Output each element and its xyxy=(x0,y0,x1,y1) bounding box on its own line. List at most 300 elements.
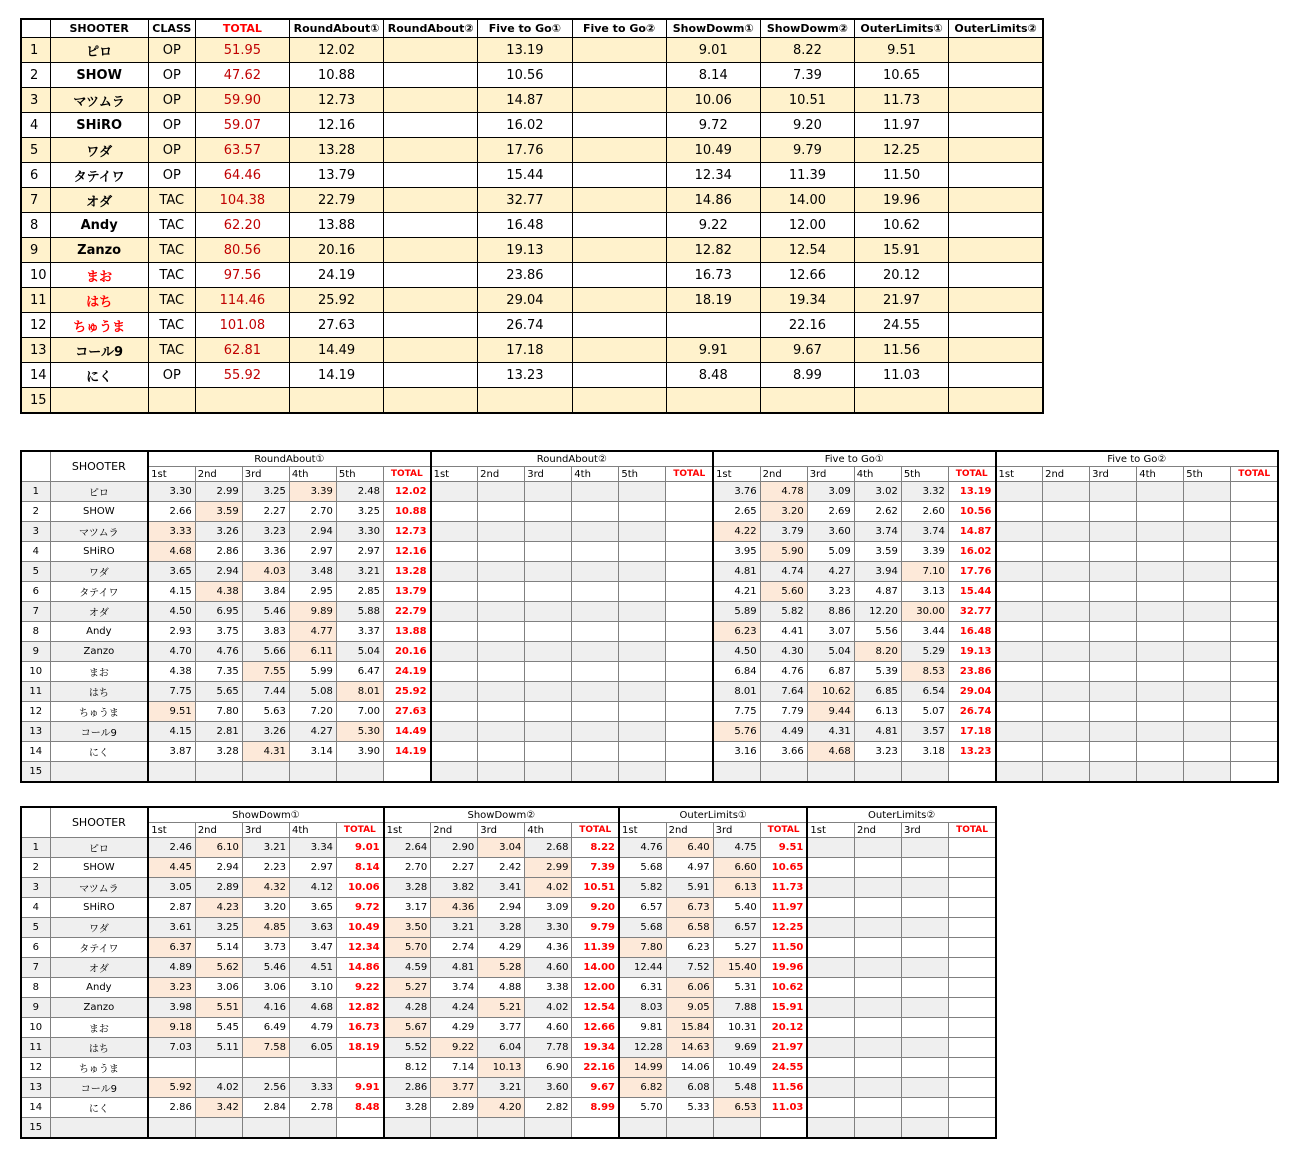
string-column-header: 2nd xyxy=(431,823,478,838)
shooter-class: TAC xyxy=(148,313,195,338)
stage-total xyxy=(666,502,713,522)
string-time: 5.70 xyxy=(619,1098,666,1118)
detail-row xyxy=(21,1118,996,1139)
string-time: 6.06 xyxy=(666,978,713,998)
shooter-name: ピロ xyxy=(50,482,148,502)
string-time xyxy=(1090,682,1137,702)
stage-total xyxy=(1231,522,1278,542)
string-time: 3.77 xyxy=(478,1018,525,1038)
stage-total: 19.96 xyxy=(760,958,807,978)
row-number: 4 xyxy=(21,898,50,918)
string-time: 2.86 xyxy=(384,1078,431,1098)
string-time xyxy=(996,642,1043,662)
string-column-header: 2nd xyxy=(1043,467,1090,482)
string-time: 7.75 xyxy=(713,702,760,722)
string-time xyxy=(1184,502,1231,522)
string-time: 5.91 xyxy=(666,878,713,898)
summary-header-cell: SHOOTER xyxy=(50,19,148,38)
stage-time xyxy=(949,63,1043,88)
shooter-class: OP xyxy=(148,38,195,63)
string-time: 5.08 xyxy=(289,682,336,702)
string-time: 4.21 xyxy=(713,582,760,602)
string-time xyxy=(1090,622,1137,642)
detail-row xyxy=(21,1058,996,1078)
string-time xyxy=(1043,522,1090,542)
string-time xyxy=(902,978,949,998)
stage-group-title: ShowDowm② xyxy=(384,807,619,823)
stage-time: 13.19 xyxy=(478,38,572,63)
stage-time xyxy=(949,213,1043,238)
row-number: 14 xyxy=(21,363,50,388)
row-number: 14 xyxy=(21,1098,50,1118)
string-time: 3.30 xyxy=(148,482,195,502)
string-time: 3.25 xyxy=(195,918,242,938)
shooter-name: コール9 xyxy=(50,338,148,363)
string-time: 6.11 xyxy=(289,642,336,662)
string-time: 4.31 xyxy=(242,742,289,762)
string-time: 3.02 xyxy=(854,482,901,502)
string-column-header: 5th xyxy=(901,467,948,482)
stage-time: 27.63 xyxy=(289,313,383,338)
stage-time xyxy=(384,238,478,263)
string-time xyxy=(996,662,1043,682)
string-time xyxy=(1090,742,1137,762)
string-time xyxy=(478,1118,525,1139)
string-time: 9.81 xyxy=(619,1018,666,1038)
shooter-name: Andy xyxy=(50,622,148,642)
string-time: 2.89 xyxy=(195,878,242,898)
string-column-header: 3rd xyxy=(1090,467,1137,482)
stage-total: 10.51 xyxy=(572,878,619,898)
string-time: 6.23 xyxy=(713,622,760,642)
string-time: 3.57 xyxy=(901,722,948,742)
shooter-name xyxy=(50,388,148,414)
string-time: 3.83 xyxy=(242,622,289,642)
stage-total xyxy=(949,1118,996,1139)
stage-time: 14.86 xyxy=(666,188,760,213)
row-number: 2 xyxy=(21,502,50,522)
string-time: 4.76 xyxy=(195,642,242,662)
string-time: 3.30 xyxy=(525,918,572,938)
string-time xyxy=(1137,522,1184,542)
string-time xyxy=(854,1018,901,1038)
string-time: 7.64 xyxy=(760,682,807,702)
stage-time xyxy=(572,138,666,163)
stage-total xyxy=(666,742,713,762)
stage-time: 9.72 xyxy=(666,113,760,138)
string-time: 4.29 xyxy=(431,1018,478,1038)
string-time: 3.06 xyxy=(195,978,242,998)
detail-row xyxy=(21,958,996,978)
stage-time: 20.16 xyxy=(289,238,383,263)
string-time: 4.45 xyxy=(148,858,195,878)
shooter-name: SHiRO xyxy=(50,542,148,562)
string-time xyxy=(525,562,572,582)
stage-total xyxy=(666,762,713,783)
string-time xyxy=(807,918,854,938)
stage-total: 13.28 xyxy=(383,562,430,582)
stage-time: 14.00 xyxy=(760,188,854,213)
string-time xyxy=(431,642,478,662)
string-time: 3.84 xyxy=(242,582,289,602)
shooter-name: まお xyxy=(50,662,148,682)
string-column-header: 4th xyxy=(854,467,901,482)
stage-total xyxy=(666,642,713,662)
total-column-header: TOTAL xyxy=(949,823,996,838)
stage-total: 12.16 xyxy=(383,542,430,562)
total-time: 104.38 xyxy=(195,188,289,213)
string-time xyxy=(195,762,242,783)
stage-time: 7.39 xyxy=(760,63,854,88)
stage-total xyxy=(949,1098,996,1118)
string-time: 4.02 xyxy=(525,878,572,898)
summary-header-cell: ShowDowm① xyxy=(666,19,760,38)
string-time: 3.23 xyxy=(148,978,195,998)
stage-total xyxy=(666,622,713,642)
stage-total xyxy=(948,762,995,783)
string-time: 3.98 xyxy=(148,998,195,1018)
string-time xyxy=(1184,662,1231,682)
summary-row xyxy=(21,263,1043,288)
stage-time: 12.82 xyxy=(666,238,760,263)
string-column-header: 1st xyxy=(148,467,195,482)
stage-total xyxy=(949,1018,996,1038)
stage-time xyxy=(572,363,666,388)
stage-time xyxy=(384,288,478,313)
string-time: 9.05 xyxy=(666,998,713,1018)
string-time xyxy=(478,702,525,722)
string-column-header: 5th xyxy=(1184,467,1231,482)
string-time: 3.44 xyxy=(901,622,948,642)
string-time xyxy=(619,702,666,722)
stage-total: 24.55 xyxy=(760,1058,807,1078)
string-time xyxy=(902,898,949,918)
string-time xyxy=(619,642,666,662)
stage-total xyxy=(337,1118,384,1139)
stage-time xyxy=(760,388,854,414)
string-time: 6.31 xyxy=(619,978,666,998)
string-time xyxy=(572,542,619,562)
shooter-name: ちゅうま xyxy=(50,702,148,722)
stage-total xyxy=(949,1078,996,1098)
detail-row xyxy=(21,978,996,998)
stage-total: 12.02 xyxy=(383,482,430,502)
stage-total xyxy=(1231,622,1278,642)
stage-total: 15.44 xyxy=(948,582,995,602)
string-time: 4.27 xyxy=(807,562,854,582)
stage-time xyxy=(855,388,949,414)
string-time: 3.65 xyxy=(289,898,336,918)
string-time: 3.65 xyxy=(148,562,195,582)
stage-group-title: Five to Go① xyxy=(713,451,995,467)
string-time: 2.46 xyxy=(148,838,195,858)
string-time: 4.81 xyxy=(431,958,478,978)
stage-total: 11.73 xyxy=(760,878,807,898)
header-blank xyxy=(21,19,50,38)
string-time xyxy=(619,602,666,622)
string-time xyxy=(525,602,572,622)
string-time xyxy=(854,958,901,978)
string-time xyxy=(478,622,525,642)
string-column-header: 1st xyxy=(713,467,760,482)
detail-row xyxy=(21,1098,996,1118)
stage-total: 18.19 xyxy=(337,1038,384,1058)
string-time xyxy=(902,878,949,898)
string-time xyxy=(572,562,619,582)
string-time xyxy=(1090,762,1137,783)
string-time xyxy=(902,1118,949,1139)
stage-total: 23.86 xyxy=(948,662,995,682)
string-time xyxy=(854,838,901,858)
stage-total xyxy=(949,978,996,998)
string-time: 3.82 xyxy=(431,878,478,898)
string-time: 4.32 xyxy=(242,878,289,898)
string-time xyxy=(431,502,478,522)
string-time xyxy=(996,482,1043,502)
stage-total xyxy=(1231,722,1278,742)
stage-group-title: OuterLimits② xyxy=(807,807,996,823)
stage-total xyxy=(337,1058,384,1078)
string-time xyxy=(1043,482,1090,502)
string-time: 5.90 xyxy=(760,542,807,562)
string-time: 2.70 xyxy=(289,502,336,522)
string-time xyxy=(525,502,572,522)
string-time xyxy=(807,938,854,958)
row-number: 1 xyxy=(21,38,50,63)
stage-total: 9.01 xyxy=(337,838,384,858)
stage-total: 21.97 xyxy=(760,1038,807,1058)
string-time: 3.23 xyxy=(854,742,901,762)
string-time: 3.07 xyxy=(807,622,854,642)
stage-time: 11.73 xyxy=(855,88,949,113)
stage-time xyxy=(572,163,666,188)
stage-time: 29.04 xyxy=(478,288,572,313)
string-time xyxy=(1184,602,1231,622)
string-time: 5.67 xyxy=(384,1018,431,1038)
string-time xyxy=(289,1118,336,1139)
stage-total xyxy=(1231,562,1278,582)
stage-total: 19.34 xyxy=(572,1038,619,1058)
shooter-name: コール9 xyxy=(50,1078,148,1098)
row-number: 4 xyxy=(21,113,50,138)
string-time: 6.37 xyxy=(148,938,195,958)
total-time: 47.62 xyxy=(195,63,289,88)
shooter-name: ピロ xyxy=(50,38,148,63)
string-time: 3.59 xyxy=(854,542,901,562)
string-time xyxy=(807,898,854,918)
string-time xyxy=(478,502,525,522)
row-number: 3 xyxy=(21,878,50,898)
stage-total: 12.34 xyxy=(337,938,384,958)
stage-time: 13.79 xyxy=(289,163,383,188)
string-time: 7.80 xyxy=(619,938,666,958)
detail-row xyxy=(21,642,1278,662)
stage-time xyxy=(572,388,666,414)
stage-total xyxy=(666,602,713,622)
stage-time: 12.34 xyxy=(666,163,760,188)
stage-time: 10.56 xyxy=(478,63,572,88)
stage-total: 10.06 xyxy=(337,878,384,898)
stage-time: 10.65 xyxy=(855,63,949,88)
stage-time: 9.51 xyxy=(855,38,949,63)
row-number: 13 xyxy=(21,1078,50,1098)
string-time xyxy=(525,622,572,642)
string-time: 4.28 xyxy=(384,998,431,1018)
string-time: 6.04 xyxy=(478,1038,525,1058)
string-time: 6.13 xyxy=(713,878,760,898)
shooter-header: SHOOTER xyxy=(50,451,148,482)
string-time: 3.50 xyxy=(384,918,431,938)
string-time xyxy=(525,742,572,762)
string-column-header: 3rd xyxy=(902,823,949,838)
string-column-header: 4th xyxy=(572,467,619,482)
string-time: 6.84 xyxy=(713,662,760,682)
string-time: 4.36 xyxy=(525,938,572,958)
string-time: 5.21 xyxy=(478,998,525,1018)
string-time xyxy=(525,722,572,742)
row-number: 6 xyxy=(21,938,50,958)
stage-time xyxy=(949,263,1043,288)
string-time xyxy=(431,542,478,562)
row-number: 3 xyxy=(21,88,50,113)
stage-total: 12.82 xyxy=(337,998,384,1018)
stage-total: 11.03 xyxy=(760,1098,807,1118)
string-time xyxy=(478,482,525,502)
string-time: 4.68 xyxy=(289,998,336,1018)
string-column-header: 3rd xyxy=(525,467,572,482)
stage-group-title: RoundAbout② xyxy=(431,451,713,467)
string-time: 6.90 xyxy=(525,1058,572,1078)
stage-total: 14.86 xyxy=(337,958,384,978)
string-time xyxy=(807,998,854,1018)
summary-row xyxy=(21,238,1043,263)
string-column-header: 4th xyxy=(289,823,336,838)
shooter-name: ちゅうま xyxy=(50,313,148,338)
stage-total xyxy=(666,582,713,602)
string-time: 4.15 xyxy=(148,582,195,602)
stage-time: 21.97 xyxy=(855,288,949,313)
string-time: 3.33 xyxy=(148,522,195,542)
string-time xyxy=(478,562,525,582)
string-time xyxy=(902,1038,949,1058)
string-time: 9.69 xyxy=(713,1038,760,1058)
stage-total xyxy=(666,722,713,742)
string-column-header: 4th xyxy=(1137,467,1184,482)
stage-time xyxy=(384,138,478,163)
string-time xyxy=(478,682,525,702)
row-number: 1 xyxy=(21,838,50,858)
string-time: 4.85 xyxy=(242,918,289,938)
detail-row xyxy=(21,582,1278,602)
string-time: 3.28 xyxy=(384,1098,431,1118)
string-time: 15.40 xyxy=(713,958,760,978)
total-time: 63.57 xyxy=(195,138,289,163)
string-time xyxy=(807,1078,854,1098)
shooter-name: マツムラ xyxy=(50,878,148,898)
string-time xyxy=(431,602,478,622)
string-time xyxy=(854,1058,901,1078)
string-time xyxy=(1090,582,1137,602)
row-number: 15 xyxy=(21,762,50,783)
string-time xyxy=(619,762,666,783)
string-time xyxy=(1137,602,1184,622)
stage-total: 10.65 xyxy=(760,858,807,878)
stage-total xyxy=(1231,582,1278,602)
string-time xyxy=(1043,722,1090,742)
summary-row xyxy=(21,288,1043,313)
shooter-class: OP xyxy=(148,363,195,388)
string-time xyxy=(525,522,572,542)
string-time xyxy=(525,642,572,662)
string-time: 4.89 xyxy=(148,958,195,978)
stage-total: 13.88 xyxy=(383,622,430,642)
string-time xyxy=(1137,662,1184,682)
string-time: 5.76 xyxy=(713,722,760,742)
row-number: 9 xyxy=(21,642,50,662)
string-time xyxy=(854,878,901,898)
string-time: 3.09 xyxy=(807,482,854,502)
stage-time: 10.62 xyxy=(855,213,949,238)
string-time xyxy=(1184,742,1231,762)
summary-row xyxy=(21,163,1043,188)
shooter-class: TAC xyxy=(148,213,195,238)
stage-total xyxy=(949,958,996,978)
detail-row xyxy=(21,1078,996,1098)
stage-total: 12.66 xyxy=(572,1018,619,1038)
string-time xyxy=(854,998,901,1018)
stage-total: 12.54 xyxy=(572,998,619,1018)
detail-row xyxy=(21,622,1278,642)
stage-total: 26.74 xyxy=(948,702,995,722)
string-time: 5.40 xyxy=(713,898,760,918)
detail-row xyxy=(21,918,996,938)
string-time xyxy=(431,702,478,722)
stage-total: 13.19 xyxy=(948,482,995,502)
detail-row xyxy=(21,938,996,958)
string-time: 3.76 xyxy=(713,482,760,502)
string-time xyxy=(1090,562,1137,582)
stage-total: 29.04 xyxy=(948,682,995,702)
summary-table xyxy=(20,18,1044,414)
string-time xyxy=(1184,642,1231,662)
string-time xyxy=(1184,482,1231,502)
string-time xyxy=(807,978,854,998)
shooter-name: Zanzo xyxy=(50,642,148,662)
stage-time: 11.97 xyxy=(855,113,949,138)
string-time: 2.84 xyxy=(242,1098,289,1118)
detail-column-header-row xyxy=(21,467,1278,482)
string-time: 5.88 xyxy=(336,602,383,622)
string-time xyxy=(478,602,525,622)
string-time: 5.82 xyxy=(760,602,807,622)
row-number: 10 xyxy=(21,263,50,288)
string-time: 3.59 xyxy=(195,502,242,522)
shooter-class: TAC xyxy=(148,188,195,213)
string-time xyxy=(1043,622,1090,642)
stage-time xyxy=(666,388,760,414)
stage-time xyxy=(572,88,666,113)
string-time: 3.75 xyxy=(195,622,242,642)
stage-total xyxy=(572,1118,619,1139)
stage-total xyxy=(666,482,713,502)
string-time xyxy=(1137,562,1184,582)
summary-row xyxy=(21,313,1043,338)
stage-time xyxy=(572,338,666,363)
string-time xyxy=(572,522,619,542)
stage-time xyxy=(949,363,1043,388)
shooter-name: SHOW xyxy=(50,858,148,878)
string-time: 5.68 xyxy=(619,918,666,938)
